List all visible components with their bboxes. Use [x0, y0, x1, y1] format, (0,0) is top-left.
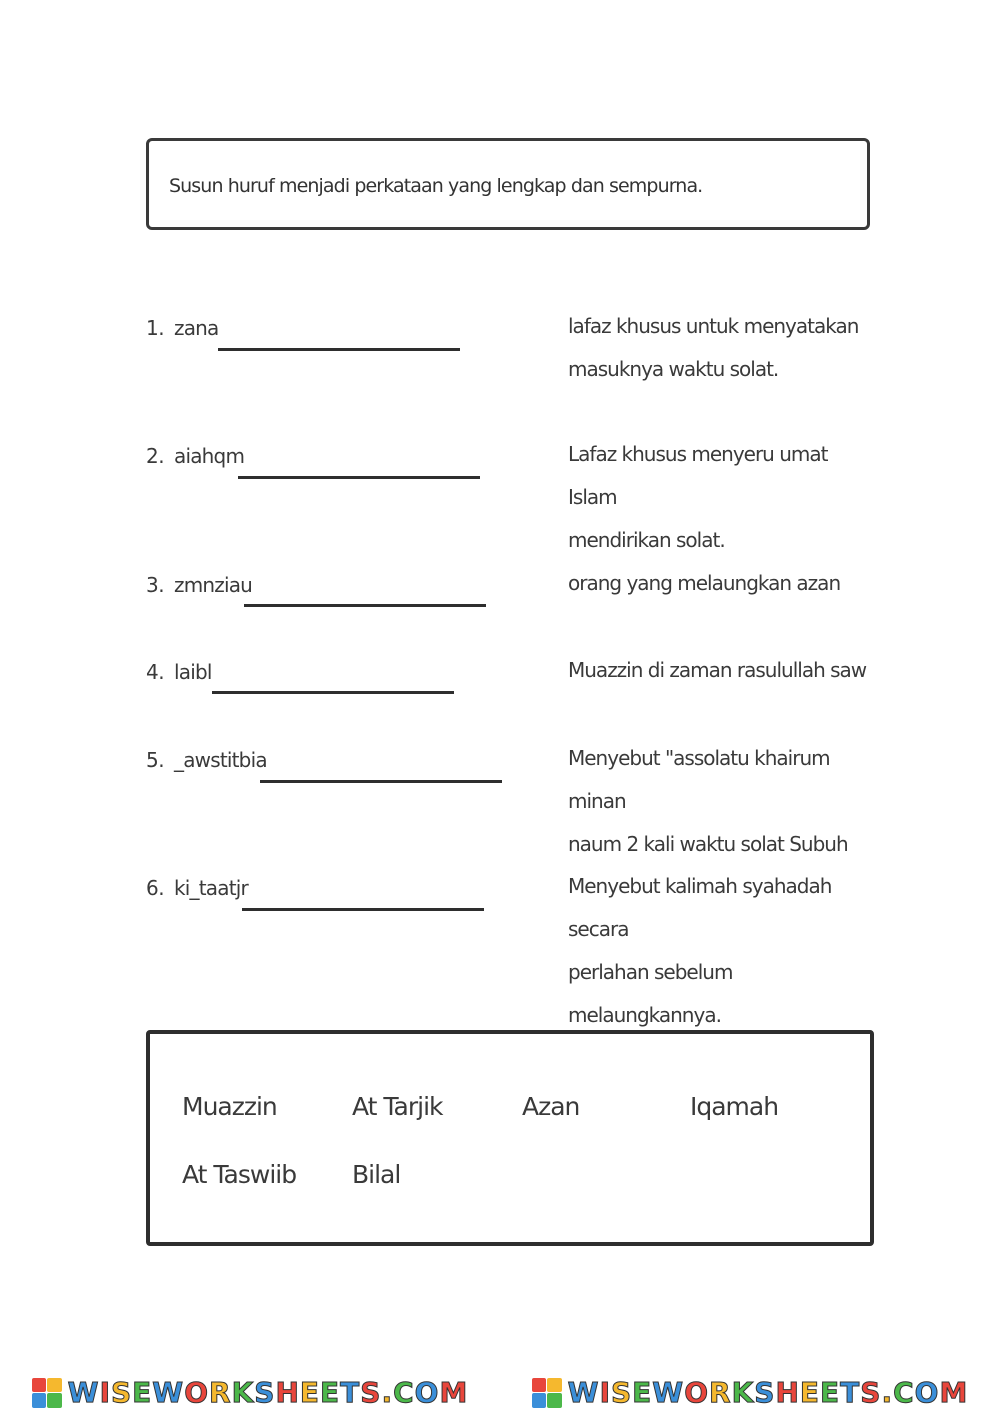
question-number: 6. [146, 876, 165, 900]
answer-line[interactable] [242, 908, 484, 911]
clue-line: Menyebut kalimah syahadah secara [568, 874, 832, 941]
answer-line[interactable] [244, 604, 486, 607]
clue-line: naum 2 kali waktu solat Subuh [568, 832, 848, 856]
question-number: 3. [146, 573, 165, 597]
word-bank-item[interactable]: Azan [522, 1092, 580, 1121]
question-number: 2. [146, 444, 165, 468]
word-bank-item[interactable]: Bilal [352, 1160, 401, 1189]
logo-icon [32, 1378, 62, 1408]
clue-line: mendirikan solat. [568, 528, 725, 552]
question-clue [568, 865, 868, 1037]
answer-line[interactable] [260, 780, 502, 783]
question-clue [568, 562, 868, 605]
word-bank-item[interactable]: At Taswiib [182, 1160, 297, 1189]
scrambled-word: ki_taatjr [174, 876, 248, 900]
word-bank-item[interactable]: Muazzin [182, 1092, 277, 1121]
footer-watermark [0, 1372, 1000, 1413]
answer-line[interactable] [212, 691, 454, 694]
scrambled-word: aiahqm [174, 444, 245, 468]
question-clue [568, 737, 868, 866]
answer-line[interactable] [238, 476, 480, 479]
footer-brand [532, 1376, 969, 1409]
clue-line: orang yang melaungkan azan [568, 571, 841, 595]
question-clue [568, 305, 868, 391]
footer-brand [32, 1376, 469, 1409]
scrambled-word: zmnziau [174, 573, 253, 597]
clue-line: Lafaz khusus menyeru umat Islam [568, 442, 828, 509]
clue-line: Menyebut "assolatu khairum minan [568, 746, 830, 813]
word-bank-item[interactable]: Iqamah [690, 1092, 779, 1121]
footer-site-text: WISEWORKSHEETS.COM [567, 1376, 969, 1409]
answer-line[interactable] [218, 348, 460, 351]
clue-line: Muazzin di zaman rasulullah saw [568, 658, 867, 682]
logo-icon [532, 1378, 562, 1408]
question-number: 5. [146, 748, 165, 772]
clue-line: lafaz khusus untuk menyatakan [568, 314, 859, 338]
clue-line: masuknya waktu solat. [568, 357, 779, 381]
scrambled-word: laibl [174, 660, 212, 684]
question-clue [568, 433, 868, 562]
footer-site-text: WISEWORKSHEETS.COM [67, 1376, 469, 1409]
instruction-text: Susun huruf menjadi perkataan yang lengkap dan sempurna. [169, 175, 703, 197]
question-number: 4. [146, 660, 165, 684]
instruction-box [146, 138, 870, 230]
word-bank [146, 1030, 874, 1246]
scrambled-word: _awstitbia [174, 748, 267, 772]
scrambled-word: zana [174, 316, 219, 340]
clue-line: perlahan sebelum melaungkannya. [568, 960, 733, 1027]
word-bank-item[interactable]: At Tarjik [352, 1092, 443, 1121]
question-number: 1. [146, 316, 165, 340]
question-clue [568, 649, 868, 692]
